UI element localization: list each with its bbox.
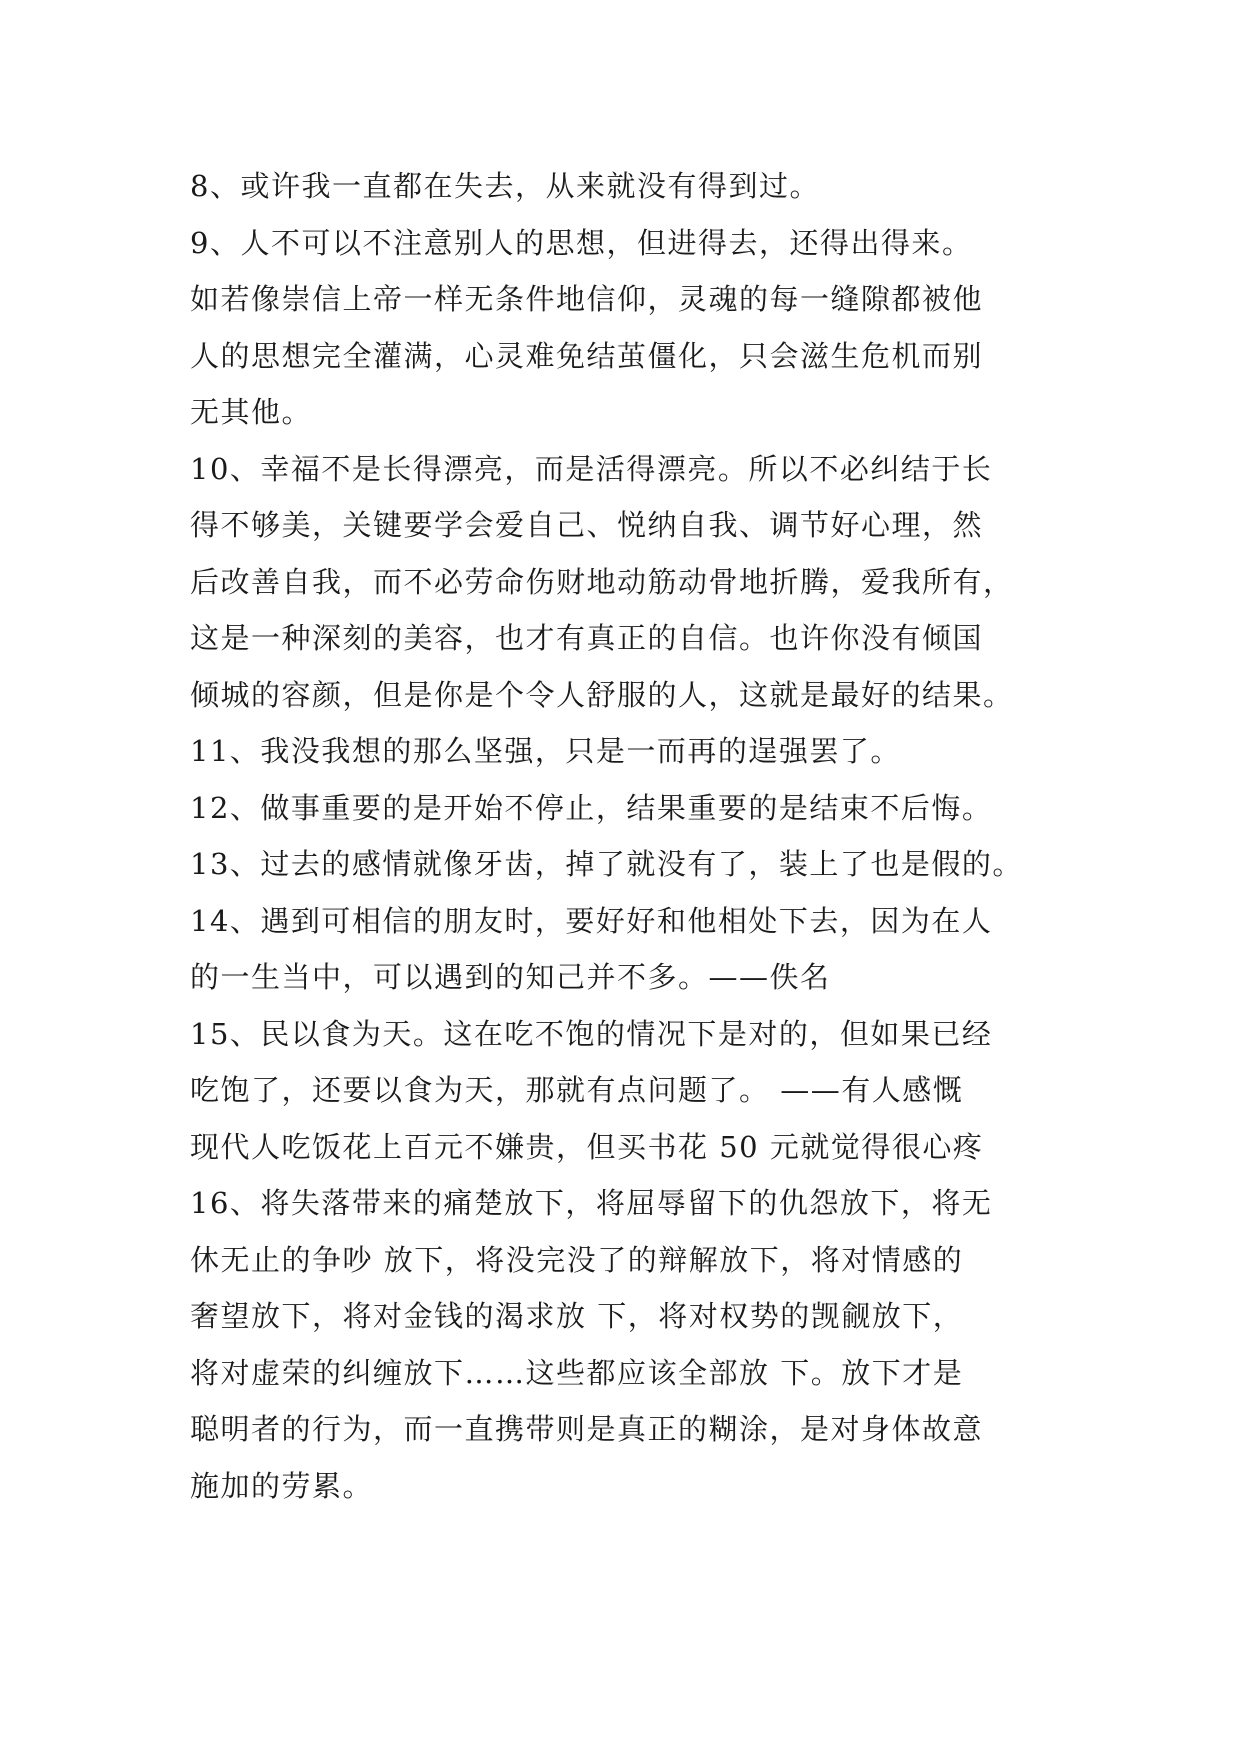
text-line: 休无止的争吵 放下，将没完没了的辩解放下，将对情感的 — [190, 1242, 964, 1277]
text-line: 14、遇到可相信的朋友时，要好好和他相处下去，因为在人 — [190, 903, 993, 938]
text-line: 倾城的容颜，但是你是个令人舒服的人，这就是最好的结果。 — [190, 677, 1014, 712]
text-line: 人的思想完全灌满，心灵难免结茧僵化，只会滋生危机而别 — [190, 338, 984, 373]
text-line: 奢望放下，将对金钱的渴求放 下，将对权势的觊觎放下， — [190, 1299, 964, 1333]
text-line: 将对虚荣的纠缠放下……这些都应该全部放 下。放下才是 — [190, 1355, 964, 1390]
text-line: 9、人不可以不注意别人的思想，但进得去，还得出得来。 — [190, 225, 973, 260]
text-line: 如若像崇信上帝一样无条件地信仰，灵魂的每一缝隙都被他 — [190, 282, 984, 316]
text-line: 的一生当中，可以遇到的知己并不多。——佚名 — [190, 960, 831, 994]
text-line: 施加的劳累。 — [190, 1468, 374, 1503]
text-line: 12、做事重要的是开始不停止，结果重要的是结束不后悔。 — [190, 790, 993, 825]
text-line: 现代人吃饭花上百元不嫌贵，但买书花 50 元就觉得很心疼 — [190, 1129, 984, 1164]
text-line: 后改善自我，而不必劳命伤财地动筋动骨地折腾，爱我所有， — [190, 564, 1014, 599]
text-line: 10、幸福不是长得漂亮，而是活得漂亮。所以不必纠结于长 — [190, 451, 993, 486]
text-line: 这是一种深刻的美容，也才有真正的自信。也许你没有倾国 — [190, 621, 984, 655]
text-line: 16、将失落带来的痛楚放下，将屈辱留下的仇怨放下，将无 — [190, 1186, 993, 1220]
quote-text-block — [190, 158, 1070, 1514]
text-line: 得不够美，关键要学会爱自己、悦纳自我、调节好心理，然 — [190, 508, 984, 542]
text-line: 聪明者的行为，而一直携带则是真正的糊涂，是对身体故意 — [190, 1412, 984, 1446]
text-line: 13、过去的感情就像牙齿，掉了就没有了，装上了也是假的。 — [190, 847, 1023, 881]
text-line: 15、民以食为天。这在吃不饱的情况下是对的，但如果已经 — [190, 1016, 993, 1051]
text-line: 11、我没我想的那么坚强，只是一而再的逞强罢了。 — [190, 734, 901, 768]
text-line: 8、或许我一直都在失去，从来就没有得到过。 — [190, 169, 820, 203]
text-line: 吃饱了，还要以食为天，那就有点问题了。 ——有人感慨 — [190, 1073, 964, 1107]
text-line: 无其他。 — [190, 395, 313, 429]
